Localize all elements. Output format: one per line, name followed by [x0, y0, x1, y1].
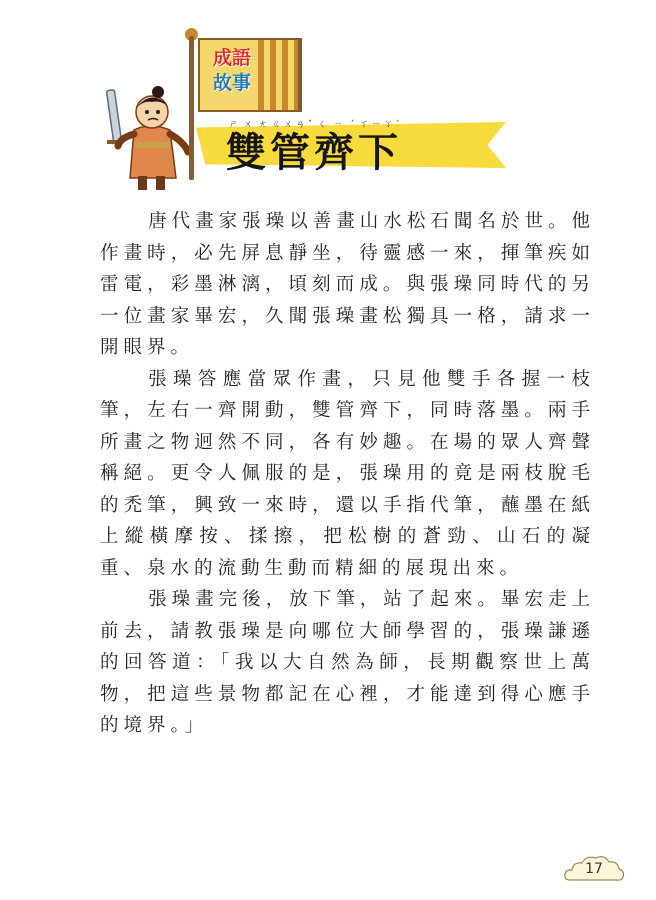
category-badge [206, 46, 258, 96]
title-char: 雙ㄕㄨㄤ [226, 120, 270, 176]
flag-fringe [258, 38, 300, 112]
warrior-illustration [104, 82, 194, 192]
story-paragraph: 唐代畫家張璪以善畫山水松石聞名於世。他作畫時，必先屏息靜坐，待靈感一來，揮筆疾如雷電，彩墨淋漓，頃刻而成。與張璪同時代的另一位畫家畢宏，久聞張璪畫松獨具一格，請求一開眼界。 [100, 211, 595, 358]
flag-pole [189, 36, 194, 180]
title-char: 齊ㄑㄧˊ [314, 120, 358, 176]
idiom-title [226, 120, 402, 179]
story-paragraph: 張璪畫完後，放下筆，站了起來。畢宏走上前去，請教張璪是向哪位大師學習的，張璪謙遜的回答道：「我以大自然為師，長期觀察世上萬物，把這些景物都記在心裡，才能達到得心應手的境界。」 [100, 589, 595, 736]
story-paragraph: 張璪答應當眾作畫，只見他雙手各握一枝筆，左右一齊開動，雙管齊下，同時落墨。兩手所畫之物迥然不同，各有妙趣。在場的眾人齊聲稱絕。更令人佩服的是，張璪用的竟是兩枝脫毛的禿筆，興致一來時，還以手指代筆，蘸墨在紙上縱橫摩按、揉擦，把松樹的蒼勁、山石的凝重、泉水的流動生動而精細的展現出來。 [100, 368, 595, 579]
story-body [100, 206, 595, 742]
title-char: 管ㄍㄨㄢˇ [270, 120, 314, 176]
header [0, 0, 656, 200]
title-char: 下ㄒㄧㄚˋ [358, 120, 402, 176]
category-badge-line2: 故事 [212, 72, 251, 94]
page-number: 17 [585, 861, 603, 877]
category-badge-line1: 成語 [212, 47, 251, 69]
